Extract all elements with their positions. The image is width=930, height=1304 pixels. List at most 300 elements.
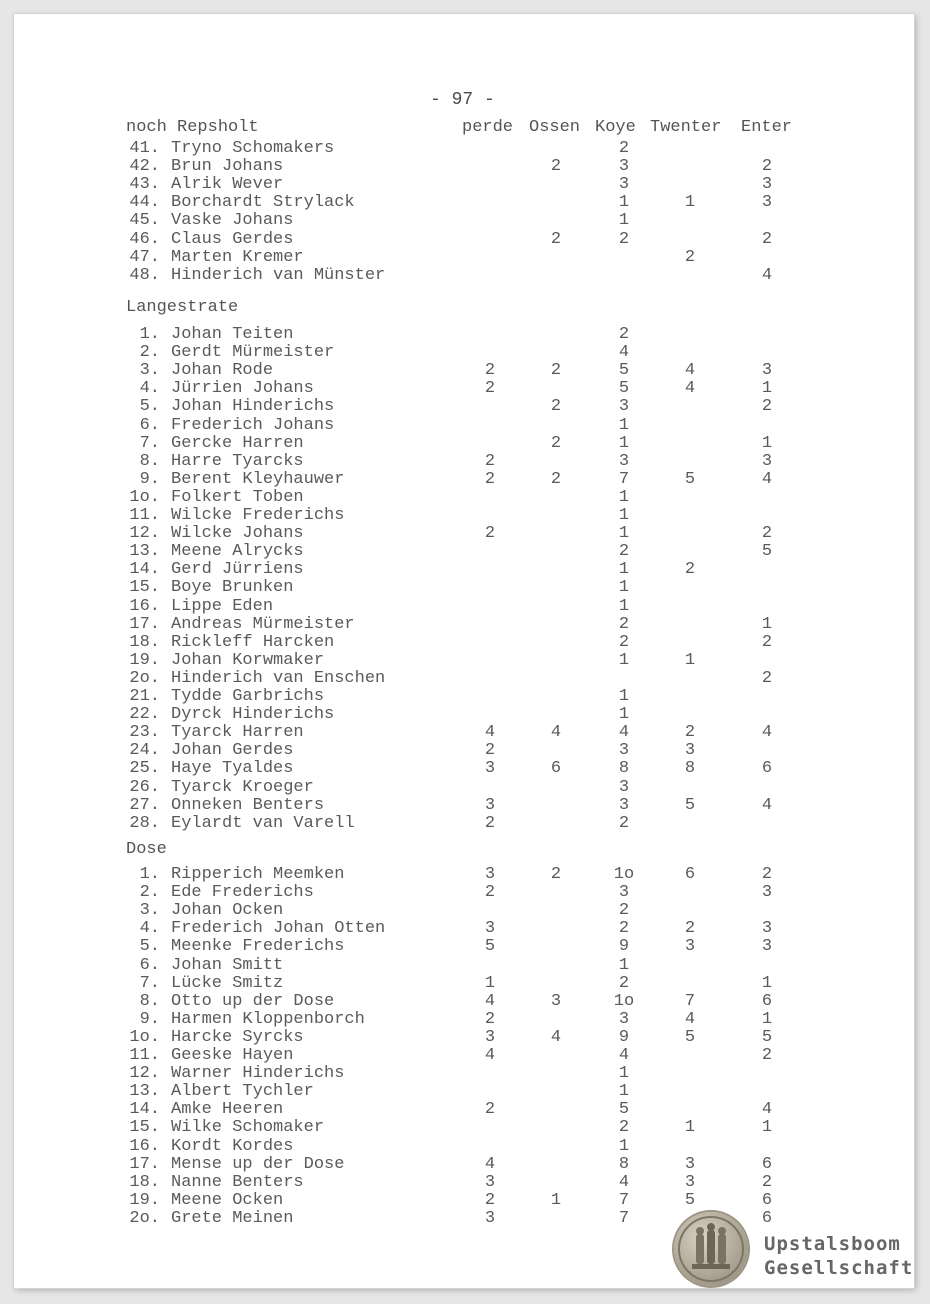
table-row <box>14 1138 914 1156</box>
cell-perde: 5 <box>484 937 496 957</box>
person-name: Gerdt Mürmeister <box>171 343 335 363</box>
cell-twenter: 8 <box>684 759 696 779</box>
cell-koye: 3 <box>618 157 630 177</box>
section-title: Dose <box>126 840 167 859</box>
row-number: 41. <box>129 139 160 158</box>
table-row <box>14 543 914 561</box>
person-name: Borchardt Strylack <box>171 193 355 213</box>
table-row <box>14 1156 914 1174</box>
row-number: 47. <box>129 247 160 267</box>
person-name: Johan Gerdes <box>171 741 294 761</box>
person-name: Gercke Harren <box>171 433 304 453</box>
cell-koye: 2 <box>618 632 630 652</box>
cell-twenter: 3 <box>684 937 696 957</box>
cell-koye: 1 <box>618 596 630 616</box>
cell-twenter: 5 <box>684 1190 696 1210</box>
cell-koye: 1 <box>618 955 630 975</box>
table-row <box>14 884 914 902</box>
person-name: Andreas Mürmeister <box>171 614 355 634</box>
person-name: Tydde Garbrichs <box>171 687 325 706</box>
table-row <box>14 1174 914 1192</box>
cell-perde: 4 <box>484 723 496 743</box>
cell-enter: 3 <box>761 883 773 903</box>
cell-enter: 4 <box>761 795 773 815</box>
table-row <box>14 920 914 938</box>
cell-enter: 1 <box>761 1118 773 1138</box>
row-number: 48. <box>129 265 160 285</box>
cell-koye: 2 <box>618 1118 630 1138</box>
cell-twenter: 2 <box>684 247 696 267</box>
cell-koye: 1 <box>618 650 630 670</box>
table-row <box>14 231 914 249</box>
row-number: 5. <box>139 937 160 957</box>
table-row <box>14 471 914 489</box>
table-row <box>14 670 914 688</box>
cell-koye: 3 <box>618 741 630 761</box>
row-number: 24. <box>129 741 160 761</box>
cell-perde: 2 <box>484 741 496 761</box>
column-header-perde: perde <box>462 118 514 137</box>
cell-koye: 1 <box>618 705 630 725</box>
cell-enter: 2 <box>761 229 773 249</box>
cell-enter: 1 <box>761 379 773 399</box>
table-row <box>14 344 914 362</box>
row-number: 8. <box>139 451 160 471</box>
cell-koye: 3 <box>618 451 630 471</box>
cell-enter: 4 <box>761 265 773 285</box>
cell-koye: 2 <box>618 901 630 921</box>
table-row <box>14 815 914 833</box>
cell-enter: 1 <box>761 433 773 453</box>
cell-ossen: 2 <box>550 469 562 489</box>
person-name: Albert Tychler <box>171 1082 314 1102</box>
person-name: Johan Hinderichs <box>171 397 335 417</box>
document-page <box>14 14 914 1288</box>
table-row <box>14 489 914 507</box>
person-name: Nanne Benters <box>171 1172 304 1192</box>
row-number: 44. <box>129 193 160 213</box>
table-row <box>14 267 914 285</box>
table-row <box>14 866 914 884</box>
table-row <box>14 579 914 597</box>
table-row <box>14 598 914 616</box>
cell-perde: 2 <box>484 361 496 381</box>
table-row <box>14 1119 914 1137</box>
row-number: 9. <box>139 469 160 489</box>
cell-koye: 1 <box>618 193 630 213</box>
row-number: 15. <box>129 578 160 598</box>
table-row <box>14 176 914 194</box>
cell-enter: 2 <box>761 1172 773 1192</box>
row-number: 3. <box>139 361 160 381</box>
table-row <box>14 724 914 742</box>
cell-twenter: 4 <box>684 1009 696 1029</box>
table-row <box>14 760 914 778</box>
cell-koye: 1 <box>618 433 630 453</box>
person-name: Warner Hinderichs <box>171 1064 345 1084</box>
cell-perde: 2 <box>484 524 496 544</box>
row-number: 1. <box>139 865 160 884</box>
cell-twenter: 4 <box>684 379 696 399</box>
cell-twenter: 3 <box>684 1154 696 1174</box>
cell-enter: 2 <box>761 668 773 688</box>
row-number: 17. <box>129 614 160 634</box>
cell-enter: 3 <box>761 175 773 195</box>
table-row <box>14 1192 914 1210</box>
cell-twenter: 5 <box>684 795 696 815</box>
cell-perde: 4 <box>484 991 496 1011</box>
cell-twenter: 2 <box>684 560 696 580</box>
row-number: 9. <box>139 1009 160 1029</box>
cell-twenter: 5 <box>684 1027 696 1047</box>
cell-enter: 2 <box>761 524 773 544</box>
table-row <box>14 140 914 158</box>
cell-koye: 1 <box>618 687 630 706</box>
person-name: Tyarck Harren <box>171 723 304 743</box>
row-number: 2. <box>139 883 160 903</box>
cell-koye: 1 <box>618 578 630 598</box>
table-row <box>14 1029 914 1047</box>
table-row <box>14 326 914 344</box>
person-name: Folkert Toben <box>171 487 304 507</box>
cell-perde: 3 <box>484 759 496 779</box>
cell-koye: 3 <box>618 795 630 815</box>
person-name: Frederich Johans <box>171 415 335 435</box>
column-header-ossen: Ossen <box>529 118 581 137</box>
table-row <box>14 634 914 652</box>
cell-perde: 4 <box>484 1154 496 1174</box>
cell-koye: 1 <box>618 211 630 231</box>
person-name: Johan Rode <box>171 361 274 381</box>
cell-koye: 7 <box>618 1190 630 1210</box>
person-name: Wilcke Johans <box>171 524 304 544</box>
cell-enter: 1 <box>761 973 773 993</box>
person-name: Gerd Jürriens <box>171 560 304 580</box>
cell-koye: 8 <box>618 1154 630 1174</box>
person-name: Hinderich van Münster <box>171 265 386 285</box>
cell-ossen: 6 <box>550 759 562 779</box>
cell-twenter: 1 <box>684 1118 696 1138</box>
row-number: 15. <box>129 1118 160 1138</box>
person-name: Amke Heeren <box>171 1100 284 1120</box>
table-row <box>14 1011 914 1029</box>
row-number: 2o. <box>129 1208 160 1228</box>
table-row <box>14 616 914 634</box>
cell-enter: 5 <box>761 542 773 562</box>
row-number: 43. <box>129 175 160 195</box>
header-title: noch Repsholt <box>126 118 259 137</box>
cell-ossen: 2 <box>550 865 562 884</box>
row-number: 45. <box>129 211 160 231</box>
person-name: Meene Ocken <box>171 1190 284 1210</box>
table-row <box>14 1101 914 1119</box>
cell-perde: 3 <box>484 919 496 939</box>
cell-koye: 3 <box>618 397 630 417</box>
table-row <box>14 688 914 706</box>
table-row <box>14 652 914 670</box>
table-row <box>14 158 914 176</box>
cell-perde: 2 <box>484 1100 496 1120</box>
row-number: 19. <box>129 1190 160 1210</box>
cell-koye: 2 <box>618 614 630 634</box>
cell-twenter: 6 <box>684 865 696 884</box>
row-number: 1. <box>139 325 160 344</box>
table-row <box>14 398 914 416</box>
cell-enter: 4 <box>761 1100 773 1120</box>
person-name: Alrik Wever <box>171 175 284 195</box>
table-row <box>14 1210 914 1228</box>
cell-koye: 1 <box>618 524 630 544</box>
table-row <box>14 957 914 975</box>
cell-twenter: 2 <box>684 919 696 939</box>
row-number: 17. <box>129 1154 160 1174</box>
cell-koye: 1 <box>618 487 630 507</box>
cell-koye: 9 <box>618 937 630 957</box>
row-number: 18. <box>129 1172 160 1192</box>
person-name: Marten Kremer <box>171 247 304 267</box>
column-header-koye: Koye <box>595 118 636 137</box>
cell-koye: 4 <box>618 343 630 363</box>
cell-perde: 2 <box>484 813 496 833</box>
cell-koye: 1o <box>613 865 635 884</box>
cell-twenter: 3 <box>684 741 696 761</box>
cell-koye: 5 <box>618 379 630 399</box>
cell-enter: 4 <box>761 469 773 489</box>
row-number: 26. <box>129 777 160 797</box>
row-number: 11. <box>129 506 160 525</box>
cell-koye: 4 <box>618 723 630 743</box>
person-name: Frederich Johan Otten <box>171 919 386 939</box>
cell-ossen: 2 <box>550 361 562 381</box>
cell-enter: 2 <box>761 157 773 177</box>
cell-twenter: 2 <box>684 723 696 743</box>
cell-koye: 2 <box>618 542 630 562</box>
table-row <box>14 380 914 398</box>
row-number: 28. <box>129 813 160 833</box>
row-number: 4. <box>139 919 160 939</box>
column-header-enter: Enter <box>741 118 793 137</box>
table-row <box>14 779 914 797</box>
cell-perde: 2 <box>484 451 496 471</box>
cell-koye: 2 <box>618 229 630 249</box>
person-name: Vaske Johans <box>171 211 294 231</box>
cell-ossen: 2 <box>550 157 562 177</box>
row-number: 14. <box>129 1100 160 1120</box>
row-number: 1o. <box>129 487 160 507</box>
cell-koye: 7 <box>618 1208 630 1228</box>
cell-perde: 4 <box>484 1046 496 1065</box>
section-title: Langestrate <box>126 298 239 317</box>
cell-koye: 7 <box>618 469 630 489</box>
row-number: 42. <box>129 157 160 177</box>
table-row <box>14 417 914 435</box>
cell-enter: 2 <box>761 632 773 652</box>
person-name: Meenke Frederichs <box>171 937 345 957</box>
person-name: Ripperich Meemken <box>171 865 345 884</box>
column-header-twenter: Twenter <box>650 118 722 137</box>
cell-koye: 3 <box>618 1009 630 1029</box>
row-number: 18. <box>129 632 160 652</box>
cell-enter: 6 <box>761 1190 773 1210</box>
table-row <box>14 435 914 453</box>
cell-perde: 2 <box>484 1009 496 1029</box>
cell-twenter: 1 <box>684 650 696 670</box>
cell-koye: 2 <box>618 919 630 939</box>
logo-line-1: Upstalsboom <box>764 1233 901 1255</box>
table-row <box>14 561 914 579</box>
cell-koye: 1 <box>618 506 630 525</box>
cell-perde: 3 <box>484 1208 496 1228</box>
row-number: 13. <box>129 542 160 562</box>
table-row <box>14 194 914 212</box>
cell-twenter: 7 <box>684 991 696 1011</box>
cell-enter: 6 <box>761 1154 773 1174</box>
row-number: 7. <box>139 433 160 453</box>
person-name: Harcke Syrcks <box>171 1027 304 1047</box>
row-number: 27. <box>129 795 160 815</box>
row-number: 23. <box>129 723 160 743</box>
cell-perde: 2 <box>484 379 496 399</box>
cell-koye: 5 <box>618 361 630 381</box>
person-name: Otto up der Dose <box>171 991 335 1011</box>
cell-koye: 1o <box>613 991 635 1011</box>
person-name: Johan Smitt <box>171 955 284 975</box>
cell-koye: 1 <box>618 1082 630 1102</box>
cell-koye: 9 <box>618 1027 630 1047</box>
cell-perde: 2 <box>484 469 496 489</box>
cell-twenter: 4 <box>684 361 696 381</box>
row-number: 22. <box>129 705 160 725</box>
cell-koye: 2 <box>618 813 630 833</box>
cell-enter: 2 <box>761 397 773 417</box>
cell-koye: 5 <box>618 1100 630 1120</box>
row-number: 6. <box>139 415 160 435</box>
table-row <box>14 507 914 525</box>
person-name: Jürrien Johans <box>171 379 314 399</box>
row-number: 5. <box>139 397 160 417</box>
cell-koye: 2 <box>618 139 630 158</box>
person-name: Tyarck Kroeger <box>171 777 314 797</box>
cell-koye: 1 <box>618 415 630 435</box>
table-row <box>14 212 914 230</box>
person-name: Hinderich van Enschen <box>171 668 386 688</box>
row-number: 7. <box>139 973 160 993</box>
cell-enter: 6 <box>761 991 773 1011</box>
person-name: Grete Meinen <box>171 1208 294 1228</box>
person-name: Tryno Schomakers <box>171 139 335 158</box>
cell-twenter: 1 <box>684 193 696 213</box>
cell-enter: 4 <box>761 723 773 743</box>
person-name: Johan Korwmaker <box>171 650 325 670</box>
cell-perde: 1 <box>484 973 496 993</box>
cell-perde: 3 <box>484 865 496 884</box>
cell-ossen: 2 <box>550 433 562 453</box>
row-number: 12. <box>129 1064 160 1084</box>
cell-enter: 3 <box>761 919 773 939</box>
logo-line-2: Gesellschaft <box>764 1257 914 1279</box>
cell-enter: 3 <box>761 451 773 471</box>
row-number: 2. <box>139 343 160 363</box>
table-row <box>14 742 914 760</box>
table-row <box>14 902 914 920</box>
table-row <box>14 938 914 956</box>
logo-text <box>764 1232 913 1280</box>
row-number: 6. <box>139 955 160 975</box>
person-name: Johan Teiten <box>171 325 294 344</box>
cell-koye: 4 <box>618 1172 630 1192</box>
row-number: 3. <box>139 901 160 921</box>
cell-ossen: 1 <box>550 1190 562 1210</box>
person-name: Lücke Smitz <box>171 973 284 993</box>
row-number: 11. <box>129 1046 160 1065</box>
cell-enter: 3 <box>761 361 773 381</box>
person-name: Rickleff Harcken <box>171 632 335 652</box>
person-name: Kordt Kordes <box>171 1136 294 1156</box>
row-number: 2o. <box>129 668 160 688</box>
row-number: 4. <box>139 379 160 399</box>
cell-koye: 8 <box>618 759 630 779</box>
person-name: Mense up der Dose <box>171 1154 345 1174</box>
row-number: 14. <box>129 560 160 580</box>
person-name: Lippe Eden <box>171 596 274 616</box>
cell-koye: 3 <box>618 777 630 797</box>
table-row <box>14 1065 914 1083</box>
person-name: Claus Gerdes <box>171 229 294 249</box>
table-row <box>14 453 914 471</box>
cell-koye: 3 <box>618 883 630 903</box>
cell-perde: 2 <box>484 1190 496 1210</box>
row-number: 13. <box>129 1082 160 1102</box>
person-name: Wilcke Frederichs <box>171 506 345 525</box>
cell-ossen: 4 <box>550 1027 562 1047</box>
cell-koye: 2 <box>618 973 630 993</box>
cell-ossen: 3 <box>550 991 562 1011</box>
cell-ossen: 2 <box>550 229 562 249</box>
person-name: Berent Kleyhauwer <box>171 469 345 489</box>
cell-enter: 3 <box>761 937 773 957</box>
cell-enter: 6 <box>761 1208 773 1228</box>
cell-twenter: 3 <box>684 1172 696 1192</box>
row-number: 25. <box>129 759 160 779</box>
person-name: Haye Tyaldes <box>171 759 294 779</box>
table-row <box>14 249 914 267</box>
person-name: Harre Tyarcks <box>171 451 304 471</box>
table-row <box>14 362 914 380</box>
cell-ossen: 2 <box>550 397 562 417</box>
cell-koye: 4 <box>618 1046 630 1065</box>
cell-enter: 5 <box>761 1027 773 1047</box>
cell-koye: 1 <box>618 1064 630 1084</box>
cell-koye: 3 <box>618 175 630 195</box>
person-name: Brun Johans <box>171 157 284 177</box>
person-name: Meene Alrycks <box>171 542 304 562</box>
table-row <box>14 975 914 993</box>
table-row <box>14 797 914 815</box>
row-number: 16. <box>129 596 160 616</box>
cell-enter: 1 <box>761 614 773 634</box>
row-number: 12. <box>129 524 160 544</box>
row-number: 46. <box>129 229 160 249</box>
cell-perde: 3 <box>484 795 496 815</box>
cell-koye: 2 <box>618 325 630 344</box>
person-name: Boye Brunken <box>171 578 294 598</box>
person-name: Ede Frederichs <box>171 883 314 903</box>
table-row <box>14 993 914 1011</box>
table-row <box>14 1047 914 1065</box>
row-number: 16. <box>129 1136 160 1156</box>
cell-enter: 3 <box>761 193 773 213</box>
person-name: Eylardt van Varell <box>171 813 355 833</box>
